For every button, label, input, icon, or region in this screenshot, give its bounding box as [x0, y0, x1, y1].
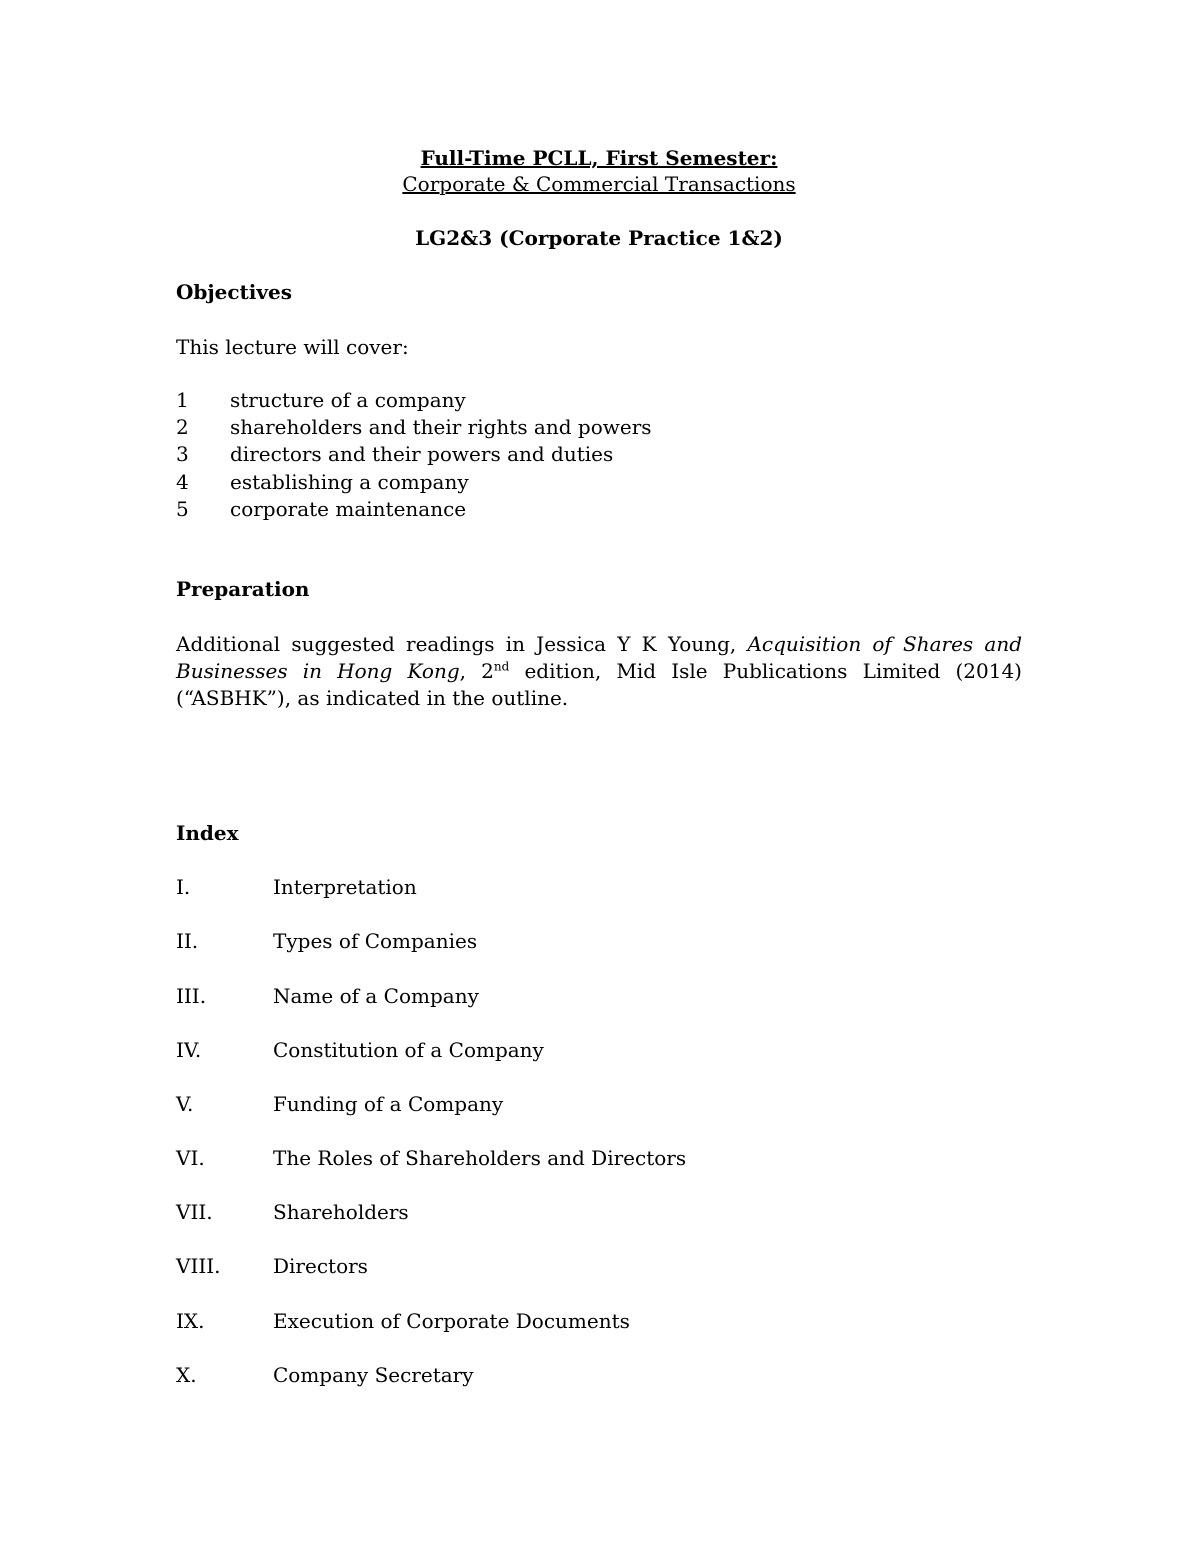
objective-number: 1: [176, 388, 189, 412]
index-text: Name of a Company: [273, 984, 479, 1008]
index-item: [176, 1362, 1022, 1388]
objective-number: 2: [176, 415, 189, 439]
index-item: [176, 1037, 1022, 1063]
index-item: [176, 1308, 1022, 1334]
index-number: VI.: [176, 1146, 205, 1170]
objective-number: 3: [176, 442, 189, 466]
objective-item: [176, 469, 1022, 495]
index-number: VII.: [176, 1200, 213, 1224]
index-number: V.: [176, 1092, 194, 1116]
index-item: [176, 1253, 1022, 1279]
index-number: IX.: [176, 1309, 205, 1333]
index-number: IV.: [176, 1038, 202, 1062]
edition-superscript: nd: [493, 659, 510, 674]
objective-text: establishing a company: [230, 470, 469, 494]
objective-item: [176, 441, 1022, 467]
index-text: Company Secretary: [273, 1363, 474, 1387]
index-item: [176, 983, 1022, 1009]
index-text: Constitution of a Company: [273, 1038, 544, 1062]
index-number: I.: [176, 875, 191, 899]
document-subtitle: LG2&3 (Corporate Practice 1&2): [415, 226, 783, 250]
index-text: Directors: [273, 1254, 368, 1278]
index-item: [176, 1145, 1022, 1171]
objective-item: [176, 387, 1022, 413]
index-item: [176, 1091, 1022, 1117]
edition-number: , 2: [459, 659, 494, 683]
index-heading: Index: [176, 821, 239, 845]
index-text: Execution of Corporate Documents: [273, 1309, 630, 1333]
index-item: [176, 1199, 1022, 1225]
objective-text: corporate maintenance: [230, 497, 467, 521]
index-text: Funding of a Company: [273, 1092, 504, 1116]
index-number: VIII.: [176, 1254, 221, 1278]
objectives-heading: Objectives: [176, 280, 292, 304]
objectives-intro: This lecture will cover:: [176, 335, 409, 359]
objective-number: 5: [176, 497, 189, 521]
index-text: Types of Companies: [273, 929, 478, 953]
objective-item: [176, 496, 1022, 522]
index-text: Interpretation: [273, 875, 417, 899]
index-number: III.: [176, 984, 207, 1008]
objective-text: shareholders and their rights and powers: [230, 415, 652, 439]
document-title-line-2: Corporate & Commercial Transactions: [402, 172, 796, 196]
index-text: Shareholders: [273, 1200, 409, 1224]
preparation-text-before: Additional suggested readings in Jessica Y K Young,: [176, 632, 748, 656]
index-item: [176, 874, 1022, 900]
objective-number: 4: [176, 470, 189, 494]
preparation-text-after: edition, Mid Isle Publications Limited (2014) (“ASBHK”), as indicated in the outline.: [176, 659, 1022, 710]
index-text: The Roles of Shareholders and Directors: [273, 1146, 687, 1170]
index-item: [176, 928, 1022, 954]
index-number: II.: [176, 929, 199, 953]
preparation-paragraph: [176, 631, 1022, 712]
objective-text: directors and their powers and duties: [230, 442, 614, 466]
preparation-heading: Preparation: [176, 577, 310, 601]
index-number: X.: [176, 1363, 197, 1387]
document-title-line-1: Full-Time PCLL, First Semester:: [420, 146, 778, 170]
objective-item: [176, 414, 1022, 440]
book-title: Acquisition of Shares and Businesses in Hong Kong: [176, 632, 1023, 683]
objective-text: structure of a company: [230, 388, 466, 412]
